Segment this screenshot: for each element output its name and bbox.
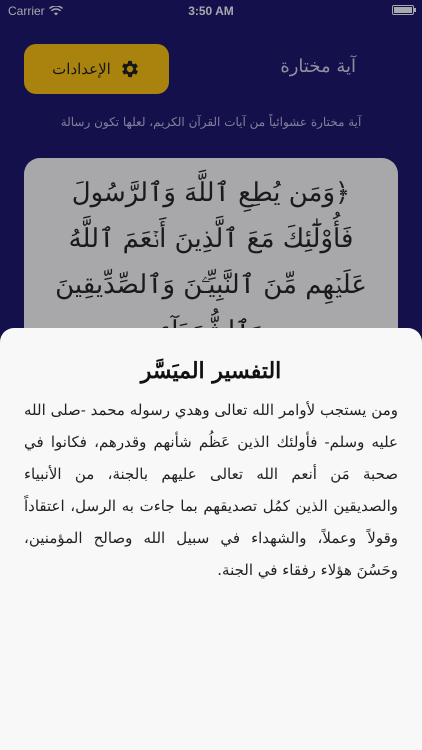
- page-subtitle: آية مختارة عشوائياً من آيات القرآن الكريم، لعلها تكون رسالة: [60, 115, 362, 129]
- tafsir-body: ومن يستجب لأوامر الله تعالى وهدي رسوله محمد -صلى الله عليه وسلم- فأولئك الذين عَظُم شأنهم وقدرهم، فكانوا في صحبة مَن أنعم الله تعالى عليهم بالجنة، من الأنبياء والصديقين الذين كمُل تصديقهم بما جاءت به الرسل، اعتقاداً وقولاً وعملاً، والشهداء في سبيل الله وصالح المؤمنين، وحَسُنَ هؤلاء رفقاء في الجنة.: [24, 401, 398, 579]
- status-time: 3:50 AM: [188, 4, 234, 18]
- tafsir-title: التفسير الميَسَّر: [140, 358, 282, 384]
- ayah-text: ﴿وَمَن يُطِعِ ٱللَّهَ وَٱلرَّسُولَ فَأُوْلَٰٓئِكَ مَعَ ٱلَّذِينَ أَنۡعَمَ ٱللَّهُ عَلَيۡهِم مِّنَ ٱلنَّبِيِّـۧنَ وَٱلصِّدِّيقِينَ: [55, 178, 367, 300]
- settings-button-label: الإعدادات: [52, 60, 111, 78]
- tafsir-sheet: [0, 328, 422, 750]
- page-title: آية مختارة: [280, 56, 356, 77]
- carrier-label: Carrier: [8, 4, 45, 18]
